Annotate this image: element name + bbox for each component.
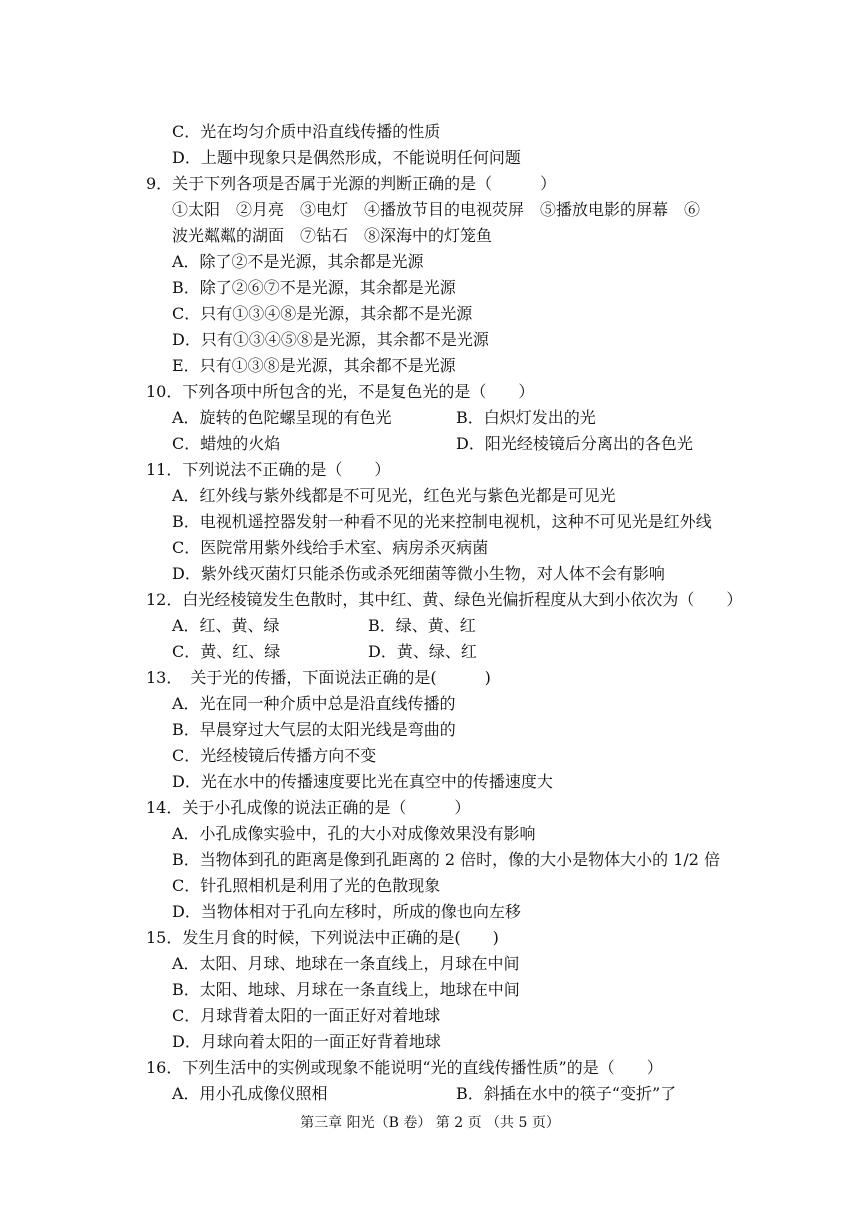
q12-option-d: D．黄、绿、红: [368, 642, 477, 661]
q14-option-b: B．当物体到孔的距离是像到孔距离的 2 倍时，像的大小是物体大小的 1/2 倍: [172, 850, 721, 869]
q16-option-a: A．用小孔成像仪照相: [172, 1084, 328, 1103]
q11-option-d: D．紫外线灭菌灯只能杀伤或杀死细菌等微小生物，对人体不会有影响: [172, 564, 665, 583]
q11-option-a: A．红外线与紫外线都是不可见光，红色光与紫色光都是可见光: [172, 486, 616, 505]
q15-option-b: B．太阳、地球、月球在一条直线上，地球在中间: [172, 980, 520, 999]
q10-option-c: C．蜡烛的火焰: [172, 434, 281, 453]
q9-items-line1: ①太阳 ②月亮 ③电灯 ④播放节目的电视荧屏 ⑤播放电影的屏幕 ⑥: [172, 200, 701, 219]
q13-stem: 13． 关于光的传播，下面说法正确的是( ): [146, 668, 491, 687]
q9-option-d: D．只有①③④⑤⑧是光源，其余都不是光源: [172, 330, 489, 349]
q15-option-c: C．月球背着太阳的一面正好对着地球: [172, 1006, 441, 1025]
q13-option-d: D．光在水中的传播速度要比光在真空中的传播速度大: [172, 772, 553, 791]
q9-items-line2: 波光粼粼的湖面 ⑦钻石 ⑧深海中的灯笼鱼: [172, 226, 493, 245]
q11-stem: 11．下列说法不正确的是（ ）: [146, 460, 391, 479]
q16-option-b: B．斜插在水中的筷子“变折”了: [456, 1084, 677, 1103]
q14-option-c: C．针孔照相机是利用了光的色散现象: [172, 876, 441, 895]
q9-option-b: B．除了②⑥⑦不是光源，其余都是光源: [172, 278, 456, 297]
page-footer: 第三章 阳光（B 卷） 第 2 页 （共 5 页）: [300, 1115, 560, 1131]
q12-option-c: C．黄、红、绿: [172, 642, 281, 661]
q14-option-a: A．小孔成像实验中，孔的大小对成像效果没有影响: [172, 824, 536, 843]
q14-option-d: D．当物体相对于孔向左移时，所成的像也向左移: [172, 902, 521, 921]
q10-option-a: A．旋转的色陀螺呈现的有色光: [172, 408, 392, 427]
q16-stem: 16．下列生活中的实例或现象不能说明“光的直线传播性质”的是（ ）: [146, 1058, 663, 1077]
q9-option-c: C．只有①③④⑧是光源，其余都不是光源: [172, 304, 473, 323]
q11-option-b: B．电视机遥控器发射一种看不见的光来控制电视机，这种不可见光是红外线: [172, 512, 712, 531]
q8-option-c: C．光在均匀介质中沿直线传播的性质: [172, 122, 441, 141]
q12-stem: 12．白光经棱镜发生色散时，其中红、黄、绿色光偏折程度从大到小依次为（ ）: [146, 590, 743, 609]
q8-option-d: D．上题中现象只是偶然形成，不能说明任何问题: [172, 148, 521, 167]
q10-stem: 10．下列各项中所包含的光，不是复色光的是（ ）: [146, 382, 535, 401]
q9-option-e: E．只有①③⑧是光源，其余都不是光源: [172, 356, 456, 375]
q13-option-c: C．光经棱镜后传播方向不变: [172, 746, 377, 765]
q15-option-a: A．太阳、月球、地球在一条直线上，月球在中间: [172, 954, 520, 973]
q10-option-d: D．阳光经棱镜后分离出的各色光: [456, 434, 693, 453]
q13-option-b: B．早晨穿过大气层的太阳光线是弯曲的: [172, 720, 456, 739]
q9-option-a: A．除了②不是光源，其余都是光源: [172, 252, 424, 271]
q10-option-b: B．白炽灯发出的光: [456, 408, 596, 427]
q15-stem: 15．发生月食的时候，下列说法中正确的是( ): [146, 928, 499, 947]
q14-stem: 14．关于小孔成像的说法正确的是（ ）: [146, 798, 471, 817]
q12-option-a: A．红、黄、绿: [172, 616, 280, 635]
q9-stem: 9．关于下列各项是否属于光源的判断正确的是（ ）: [146, 174, 557, 193]
q15-option-d: D．月球向着太阳的一面正好背着地球: [172, 1032, 441, 1051]
q13-option-a: A．光在同一种介质中总是沿直线传播的: [172, 694, 456, 713]
q12-option-b: B．绿、黄、红: [368, 616, 476, 635]
q11-option-c: C．医院常用紫外线给手术室、病房杀灭病菌: [172, 538, 489, 557]
